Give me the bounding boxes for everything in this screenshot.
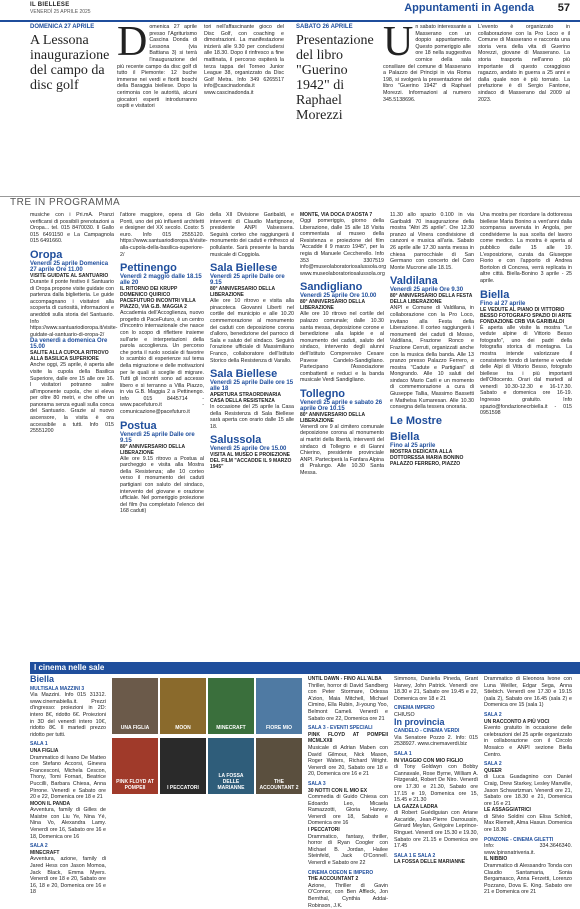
article2-dropcap: U (383, 19, 414, 65)
movie-poster (112, 678, 158, 734)
town: Le Mostre (390, 414, 442, 427)
film: I PECCATORI (308, 827, 340, 834)
article2-headline-block (296, 24, 376, 190)
ev: LE VEDUTE AL PIANO DI VITTORIO BESSO FOTOGRAFO SPAZIO DI ARTE FONDAZIONE CRB VIA GARIBALDI (480, 306, 572, 325)
movie-poster-title: MINECRAFT (216, 725, 246, 731)
section-band (0, 196, 580, 209)
film: IL NIBBIO (484, 856, 508, 863)
paragraph: Anche oggi, 25 aprile, è aperta alle visite la cupola della Basilica Superiore, dalle ore 15 alle ore 16. I visitatori potranno salire all'imponente cupola, che si eleva per oltre 80 metri, e che offre un panorama senza eguali sulla conca del Santuario. Grazie al nuovo ascensore, la visita è ora accessibile a tutti. Info 015 25551200 (30, 362, 114, 435)
paragraph: Info: 334.3646340. www.lpinsnatriveria.it. (484, 843, 572, 856)
sala: CINEMA ODEON E IMPERO (308, 869, 374, 876)
film: UNA FIGLIA (30, 747, 59, 754)
paragraph: l'attore maggiore, opera di Gio Ponti, uno dei più influenti architetti e designer del XX secolo. Costo: 5 euro. Info 015 2555120. https://www.santuariodioropa.it/visite-alla-cupola-della-basilica-superiore-2/ (120, 212, 208, 258)
film: IN VIAGGIO CON MIO FIGLIO (394, 757, 464, 764)
town: Biella (480, 288, 510, 301)
newspaper-logo: IL BIELLESE (30, 2, 70, 8)
movie-poster (208, 678, 254, 734)
film: THE ACCOUNTANT 2 (308, 876, 359, 883)
paragraph: Alle ore 10 ritrovo nel cortile del palazzo comunale; dalle 10.30 santa messa, deposizione corone e benedizione alla lapide e al monumento dei caduti, saluto del sindaco, intervento degli alunni dell'Istituto Comprensivo Cesare Pavese Candelo-Sandigliano. Partecipano l'Associazione combattenti e reduci e la banda musicale Verdi Sandigliano. (300, 311, 384, 384)
article1-title: A Lessona inaugurazione del campo da disc golf (30, 33, 110, 93)
ev: APERTURA STRAORDINARIA CASA DELLA RESISTENZA (210, 392, 281, 405)
paragraph: Durante il ponte festivo il Santuario di Oropa propone visite guidate con partenza dalla biglietteria. Le guide accompagnano i visitatori alla scoperta di curiosità, informazioni e aneddoti sulla storia del Santuario. Info https://www.santuariodioropa.it/visite-guidate-al-santuario-di-oropa-2/ (30, 278, 118, 338)
article1-column-2: tori nell'affascinante gioco del Disc Golf, con coaching e dimostrazioni. La manifestazione inizierà alle 9.30 per concludersi alle 18.30. Dopo il rinfresco a fine mattinata, il percorso ospiterà la terza tappa del Torneo Junior League 38, organizzato da Disc Golf Metra. Info 349 6265517 info@cascinadonda.it www.cascinadonda.it (204, 24, 284, 96)
town: Sala Biellese (210, 368, 278, 381)
town: Sala Biellese (210, 262, 278, 275)
sala: MULTISALA MAZZINI 3 (30, 685, 85, 692)
paragraph: Venerdì ore 9 al cimitero comunale deposizione corona al monumento ai martiri della libertà, interventi del sindaco di Tollegno e di Gianni Chierino, presidente provinciale ANPI. Parteciperà la Fanfara Alpina di Pralungo. Alle 10.30 Santa Messa. (300, 423, 384, 477)
ev: SALITE ALLA CUPOLA RITROVO ALLA BASILICA SUPERIORE (30, 350, 109, 363)
paragraph: Oggi pomeriggio, giorno della Liberazione, dalle 15 alle 18 Visita commentata al museo della Resistenza e proiezione del film "Accadde il 9 marzo 1945", per la regia di Manuele Ceccherello. Info 353 3307519 info@museolaboratoriosalussola.org www.museolaboratoriosalussola.org (300, 218, 387, 277)
movie-poster-title: UNA FIGLIA (120, 725, 150, 731)
when: Fino al 25 aprile (390, 442, 436, 449)
sala: SALA 2 (484, 711, 502, 718)
paragraph: ANPI e Comune di Valdilana, in collaborazione con la Pro Loco, invitano alla Festa della Liberazione. Il corteo raggiungerà i monumenti dei caduti di Mosso, Valdilana, Frazione Ronco e Frazione Cerruti, organizzati anche con la musica della banda. Alle 13 pranzo presso Palazzo Ferrero, e mostra "Cadute e Partigiani" di Mongrando. Alle 10 saluti del sindaco Mario Carli e un momento di commemorazione a cura di Giuseppe Tallia, Massimo Bassetti e Mathelsa Kumaresan. Alle 10.30 consegna della tessera onoraria. (390, 305, 474, 411)
page-number: 57 (557, 2, 570, 14)
paragraph: Evento gratuito in occasione delle celebrazioni del 25 aprile organizzato in collaborazione con il Circolo Mosaico e ANPI sezione Biella Centro. (484, 725, 572, 758)
when: Venerdì 25 aprile Dalle ore 9.15 (120, 431, 195, 444)
paragraph: È aperta alle visite la mostra "Le vedute alpine di Vittorio Besso fotografo", uno dei padri della fotografia storica di montagna. La mostra intende valorizzare il consistente fondo di lanterne e vedute delle Alpi di Vittorio Besso, fotografo biellese tra i più importanti dell'Ottocento. Orari dal martedì al venerdì 10.30-12.30 e 16-17.30. Sabato e domenica ore 16-19. Ingresso gratuito. Info spazio@fondazionecrbiella.it - 015 0951598 (480, 324, 572, 417)
cinema-column-2 (308, 676, 388, 909)
film: UN RACCONTO A PIÙ VOCI (484, 718, 550, 725)
film: PINK FLOYD AT POMPEII MCMLXXII (308, 731, 388, 745)
program-column-1 (30, 212, 118, 652)
paragraph: Simmons, Daniella Pineda, Grant Harvey, John Patrick. Venerdì ore 18.30 e 21, Sabato ore 19.45 e 22, Domenica ore 18 e 21 (394, 676, 478, 702)
paragraph: Alle ore 9.15 ritrovo a Postua al parcheggio e visita alla Mostra della Resistenza; alle 10 corteo verso il monumento dei caduti partigiani con saluto del sindaco, intervento del giovane e orazione ufficiale. Nel pomeriggio proiezione del film (ha completato l'elenco dei 168 caduti) (120, 455, 204, 515)
paragraph: Via Senatore Pozzo 2. Info: 015 2538927. www.cinemaverdi.biz (394, 734, 478, 748)
paragraph: Avventura, family di Gilles de Maistre con Liu Ye, Nina Yé, Nina Vo, Alexandra Lamy. Venerdì ore 16, Sabato ore 16 e 18, Domenica ore 16 (30, 807, 106, 840)
paragraph: Musicale di Adrian Maben con David Gilmour, Nick Mason, Roger Waters, Richard Wright. Venerdì ore 20, Sabato ore 18 e 20, Domenica ore 16 e 21 (308, 744, 388, 778)
article1-kicker: DOMENICA 27 APRILE (30, 24, 95, 30)
movie-poster-title: MOON (175, 725, 191, 731)
paragraph: musiche con i Pri.mA. Pranzi verificarsi di possibili prenotazioni a Oropa... tel. 015 8470030. Il Gallo 015 6491150 e La Campagnola 015 6491660. (30, 212, 114, 245)
ev: 80° ANNIVERSARIO DELLA FESTA DELLA LIBERAZIONE (390, 293, 473, 306)
paragraph: Commedia di Guido Chiesa con Edoardo Leo, Micaela Ramazzotti, Gloria Harvey. Venerdì ore 18, Sabato e Domenica ore 16 (308, 794, 388, 827)
paragraph: Drammatico di Ivano De Matteo con Stefano Accorsi, Ginevra Francesconi, Michela Cescon, Thony, Tomi Fornari, Beatrice Puccilli, Barbara Chiesa, Anna Pirrone. Venerdì e Sabato ore 20 e 22, Domenica ore 18 e 21 (30, 754, 106, 801)
cinema-column-1 (30, 674, 106, 896)
cinema-band (30, 662, 580, 674)
paragraph: di Tony Goldwyn con Bobby Cannavale, Rose Byrne, William A. Fitzgerald, Robert De Niro. Venerdì ore 17.30 e 21.30, Sabato ore 17.15 e 19, Domenica ore 15, 15.45 e 21.30 (394, 764, 478, 804)
program-column-3 (210, 212, 294, 652)
paragraph: di Robert Guédiguian con Ariane Ascaride, Jean-Pierre Darroussin, Gérard Meylan, Grégoire Leprince-Ringuet. Venerdì ore 15.30 e 19.30, Sabato ore 21.15 e Domenica ore 17.45 (394, 810, 478, 850)
when: Da venerdì a domenica Ore 15.00 (30, 338, 108, 351)
paragraph: Thriller, horror di David Sandberg con Peter Stormare, Odessa A'zion, Maia Mitchell, Michael Cimino, Ella Rubin, Ji-young Yoo, Belmont Cameli. Venerdì e Sabato ore 22, Domenica ore 21 (308, 682, 388, 722)
ev: 80° ANNIVERSARIO DELLA LIBERAZIONE (210, 286, 275, 299)
paragraph: della XII Divisione Garibaldi, e interventi di Claudio Martignone, presidente ANPI Valsessera. Seguirà corteo che raggiungerà il monumento dei caduti e rinfresco al pollulante. Sarà presente la banda musicale di Coggiola. (210, 212, 294, 258)
when: Fino al 27 aprile (480, 300, 526, 307)
when: Venerdì 25 aprile Dalle ore 15 alle 18 (210, 380, 294, 393)
sala: SALA 2 (484, 761, 502, 768)
paragraph: 11.30 allo spazio 0.100 in via Garibaldi 70 inaugurazione della mostra "Altri 25 aprile". Ore 12.30 pranzo al Vinera condivisione di canzoni e musica all'aria. Sabato 26 aprile alle 17.30 santa messa in chiesa parrocchiale di San Germano con concerto del Coro Monte Mucrone alle 18.15. (390, 212, 474, 271)
page-header (0, 0, 580, 22)
ev: 80° ANNIVERSARIO DELLA LIBERAZIONE (120, 443, 185, 456)
ev: MOSTRA DEDICATA ALLA DOTTORESSA MARIA BONINO PALAZZO FERRERO, PIAZZO (390, 448, 464, 467)
when: Venerdì 2 maggio dalle 18.15 alle 20 (120, 274, 202, 287)
sala: SALA 3 (308, 780, 326, 787)
paragraph: Avventura, azione, family di Jared Hess con Jason Momoa, Jack Black, Emma Myers. Venerdì ore 18 e 20, Sabato ore 16, 18 e 20, Domenica ore 16 e 18 (30, 856, 106, 896)
town: Pettinengo (120, 262, 177, 275)
town: Salussola (210, 434, 262, 447)
sala: SALA 1 (394, 750, 412, 757)
program-column-2 (120, 212, 208, 652)
film: UNTIL DAWN - FINO ALL'ALBA (308, 676, 382, 682)
section-band-title: TRE IN PROGRAMMA (10, 197, 121, 208)
program-column-6 (480, 212, 572, 652)
issue-date: VENERDÌ 25 APRILE 2025 (30, 9, 91, 15)
article2-title: Presentazione del libro "Guerino 1942" di Raphael Morezzi (296, 33, 374, 123)
when: Venerdì 25 aprile Ore 9.30 (390, 287, 464, 294)
movie-poster-title: I PECCATORI (167, 785, 199, 791)
town: Biella (390, 430, 420, 443)
movie-poster (256, 738, 302, 794)
film: 30 NOTTI CON IL MIO EX (308, 787, 368, 794)
town: Sandigliano (300, 281, 363, 294)
paragraph: Accademia dell'Accoglienza, nuovo progetto di PaceFuturo, è un centro d'incontro internazionale che nasce con lo scopo di riflettere insieme sull'arte e interpretazioni della parola accoglienza. Un percorso che porta il ruolo sociale di favorire lo scambio di esperienze sul tema della migrazione e delle motivazioni per le quali si sceglie di migrare. Tutti gli incontri sono ad accesso libero e si terranno a Villa Piazzo, in via G.B. Maggia 2 a Pettinengo. Info 015 8445714 - www.pacefuturo.it - comunicazione@pacefuturo.it (120, 310, 204, 416)
paragraph: In occasione del 25 aprile la Casa della Resistenza di Sala Biellese sarà aperta con orario dalle 15 alle 18. (210, 404, 294, 430)
film: LA GAZZA LADRA (394, 803, 438, 810)
th: Biella (30, 674, 55, 684)
when: Venerdì 25 aprile e sabato 26 aprile Ore 10.15 (300, 399, 383, 412)
article2-column-1: U n sabato interessante a Masserano con un doppio appuntamento. Questo pomeriggio alle ore 18 nella suggestiva cornice della sala consiliare del comune di Masserano a Palazzo dei Principi in via Roma 198, si svolgerà la presentazione del libro "Guerino 1942" di Raphael Morezzi. Informazioni al numero 345.5138696. (383, 19, 471, 103)
paragraph: Azione, Thriller di Gavin O'Connor, con Ben Affleck, Jon Bernthal, Cynthia Addai-Robinson, J.K. (308, 882, 388, 909)
movie-poster (160, 738, 206, 794)
film: LE ASSAGGIATRICI (484, 807, 531, 814)
ev: VISITE GUIDATE AL SANTUARIO (30, 272, 109, 279)
movie-poster (256, 678, 302, 734)
paragraph: Via Mazzini. Info 015 31312. www.cinemabiella.it. Prezzi d'ingresso: proiezioni in 2D: intero 8€, ridotto 6€. Proiezioni in 3D del venerdì intero 10€, ridotto 8€. Il martedì prezzo ridotto per tutti. (30, 692, 106, 738)
cinema-band-title: I cinema nelle sale (34, 663, 105, 672)
when: Venerdì 25 aprile Ore 10.00 (300, 293, 377, 300)
movie-poster-title: THE ACCOUNTANT 2 (259, 779, 299, 791)
ev: IL RITORNO DEI KRUPP DOMENICO QUIRICO PACEFUTURO INCONTRI VILLA PIAZZO, VIA G.B. MAGGIA 2 (120, 286, 196, 311)
movie-posters (110, 676, 302, 849)
film: LA FOSSA DELLE MARIANNE (394, 859, 466, 866)
paragraph: Drammatico di Alessandro Tonda con Claudio Santamaria, Sonia Bergamasco, Anna Ferzetti, Lorenzo Pozzano, Dova E. King. Sabato ore 21 e Domenica ore 21 (484, 863, 572, 896)
town: Tollegno (300, 387, 346, 400)
th: In provincia (394, 716, 445, 727)
paragraph: di Luca Guadagnino con Daniel Craig, Drew Starkey, Lesley Manville, Jason Schwartzman. Venerdì ore 21, Sabato ore 18.30 e 21, Domenica ore 16 e 21 (484, 774, 572, 807)
movie-poster-title: PINK FLOYD AT POMPEII (116, 779, 154, 791)
article2-kicker: SABATO 26 APRILE (296, 24, 353, 30)
film: QUEER (484, 767, 502, 774)
when: Venerdì 25 aprile Ore 15.00 (210, 446, 287, 453)
when: Venerdì 25 aprile Dalle ore 9.15 (210, 274, 285, 287)
paragraph: Alle ore 10 ritrovo e visita alla pinacoteca Giovanni Liberti nel cortile del municipio e alle 10.20 commemorazione al monumento dei caduti con deposizione corona d'alloro, benedizione del parroco di Sala e saluto del sindaco. Seguirà l'orazione ufficiale di Massimiliano Franco, collaboratore dell'Istituto Storico della Resistenza di Varallo. (210, 298, 294, 364)
article1-column-1: D omenica 27 aprile presso l'Agriturismo Cascina Donda di Lessona (via Battiana 3) si terrà l'inaugurazione del più recente campo da disc golf di tutto il Piemonte: 12 buche immerse nei verdi e fioriti boschi della Baraggia biellese. Dopo la cerimonia con le autorità, alcuni giocatori esperti introdurranno ospiti e visitatori (117, 19, 197, 110)
paragraph: di Silvio Soldini con Elisa Schlott, Max Riemelt, Alma Hasun. Domenica ore 18.30 (484, 813, 572, 834)
town: Postua (120, 419, 157, 432)
cinema-column-3 (394, 676, 478, 866)
town: Valdilana (390, 275, 438, 288)
sala: PONZONE - CINEMA GILETTI (484, 836, 554, 843)
ev: 80° ANNIVERSARIO DELLA LIBERAZIONE (300, 411, 365, 424)
movie-poster-title: LA FOSSA DELLE MARIANNE (217, 773, 245, 791)
article2-column-2: L'evento è organizzato in collaborazione con la Pro Loco e il Comune di Masserano e racconta una storia vera della vita di Guerino Morezzi, giovane di Masserano. La storia trasporta nell'anno più importante di questo coraggioso ragazzo, andato in guerra a 25 anni e dalla quale non è più tornato. La prefazione è di Sergio Fantone, sindaco di Masserano dal 2009 al 2023. (478, 24, 570, 103)
sala: SALA 3 - EVENTI SPECIALI (308, 725, 373, 732)
sala: SALA 1 E SALA 2 (394, 852, 436, 859)
town: Oropa (30, 248, 63, 261)
article1-headline-block (30, 24, 110, 190)
section-title: Appuntamenti in Agenda (404, 2, 534, 14)
ev: VISITA AL MUSEO E PROIEZIONE DEL FILM "ACCADDE IL 9 MARZO 1945" (210, 452, 292, 471)
paragraph: Una mostra per ricordare la dottoressa biellese Maria Bonino a vent'anni dalla scomparsa avvenuta in Angola, per condividerne la sua scelta del lavoro come medico. La mostra è aperta al pubblico dalle 15 alle 19. L'esposizione, curata da Giuseppe Fiorio e con l'apporto di Andrea Bortolon di Concrea, verrà replicata in altre città. Biella-Bonino 3 aprile - 25 aprile. (480, 212, 572, 284)
movie-poster-title: FIORE MIO (265, 725, 293, 731)
program-column-5 (390, 212, 474, 652)
film: MOON IL PANDA (30, 800, 71, 807)
sala: CINEMA IMPERO (394, 705, 435, 712)
cinema-column-4 (484, 676, 572, 896)
paragraph: Drammatico, fantasy, thriller, horror di Ryan Coogler con Michael B. Jordan, Hailee Steinfeld, Jack O'Connell. Venerdì e Sabato ore 22 (308, 833, 388, 867)
movie-poster (208, 738, 254, 794)
ev: MONTE, VIA DOCA D'AOSTA 7 (300, 212, 373, 218)
ev: 80° ANNIVERSARIO DELLA LIBERAZIONE (300, 299, 365, 312)
sala: CANDELO - CINEMA VERDI (394, 728, 460, 735)
program-column-4 (300, 212, 387, 652)
sala: SALA 1 (30, 741, 48, 748)
paragraph: Drammatico di Eleonora Ivone con Luna Weiller, Edgar Sega, Anna Stiebich. Venerdì ore 17.30 e 19.15 (sala 2), Sabato ore 16.45 (sala 2) e Domenica ore 15 (sala 1) (484, 676, 572, 709)
when: Venerdì 25 aprile Domenica 27 aprile Ore 11.00 (30, 260, 109, 273)
article1-dropcap: D (117, 19, 148, 65)
movie-poster (160, 678, 206, 734)
paragraph: CHIUSO (394, 711, 415, 718)
film: MINECRAFT (30, 849, 60, 856)
sala: SALA 2 (30, 843, 48, 850)
movie-poster (112, 738, 158, 794)
